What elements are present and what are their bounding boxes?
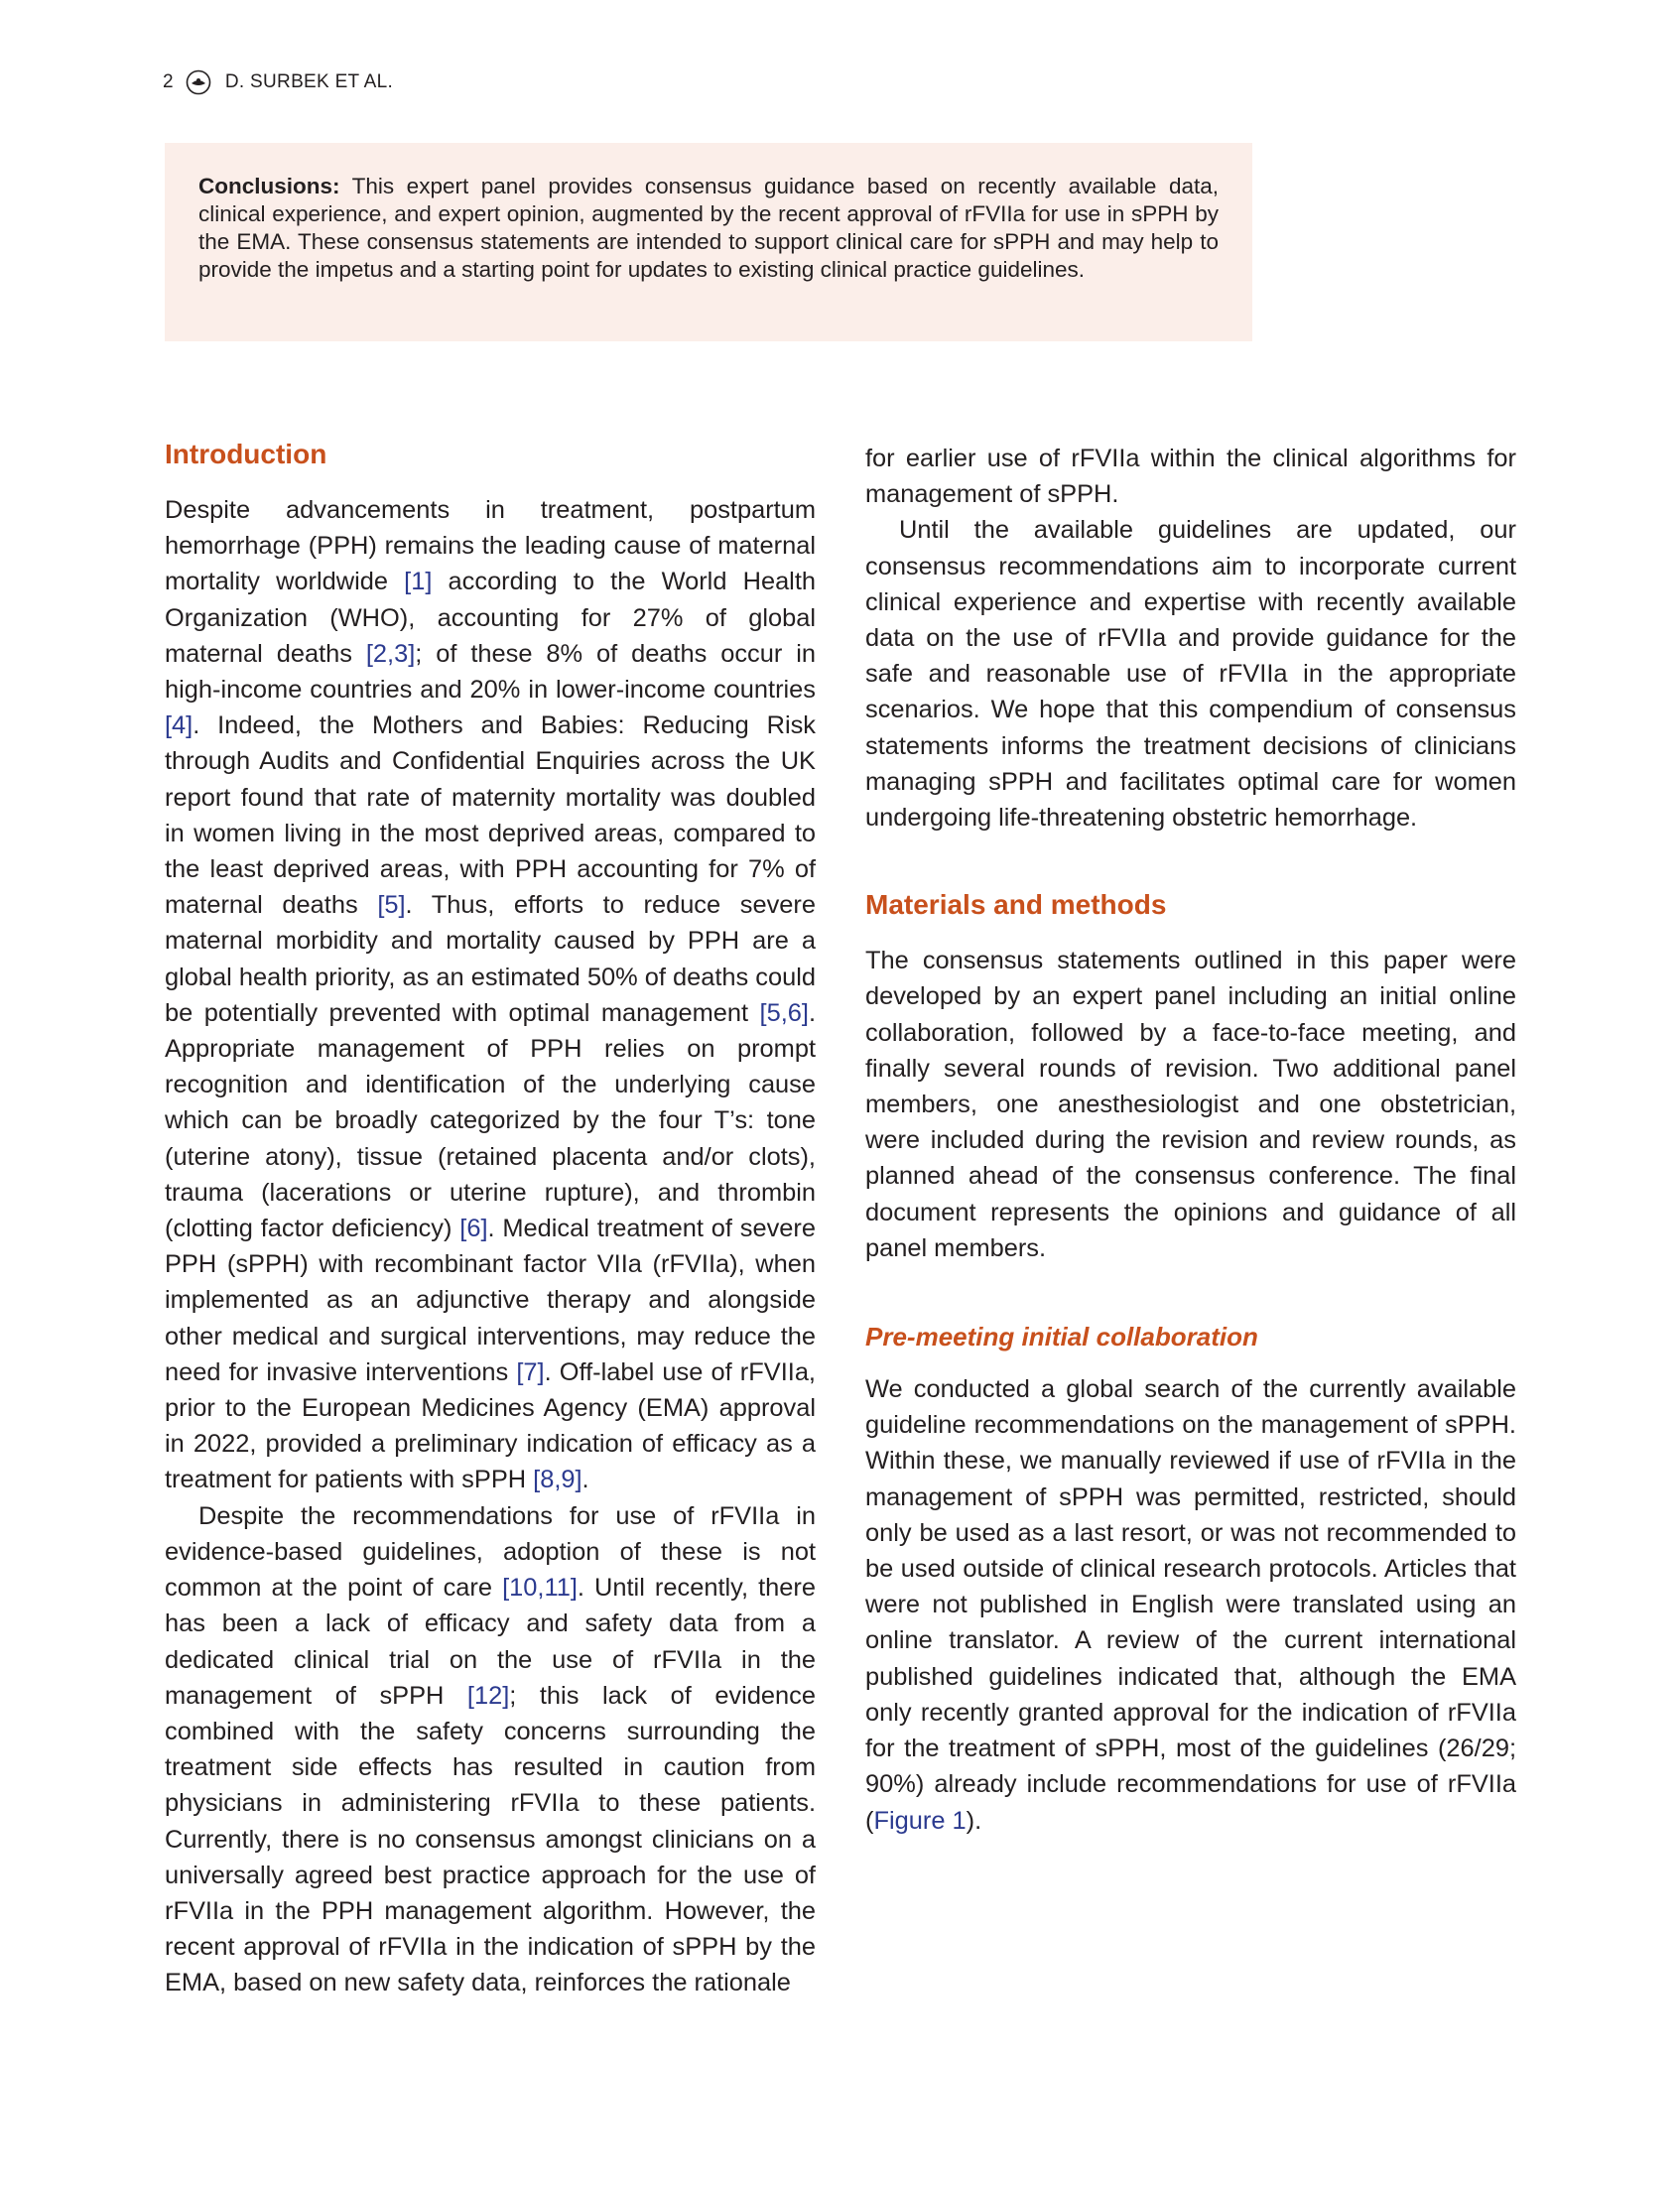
right-column bbox=[865, 441, 1516, 1839]
author-running-title: D. SURBEK ET AL. bbox=[224, 71, 394, 92]
methods-paragraph-2: We conducted a global search of the currently available guideline recommendations on the management of sPPH. Within these, we manually reviewed if use of rFVIIa in the management of sPPH was permitted, restricted, should only be used as a last resort, or was not recommended to be used outside of clinical research protocols. Articles that were not published in English were translated using an online translator. A review of the current international published guidelines indicated that, although the EMA only recently granted approval for the indication of rFVIIa for the treatment of sPPH, most of the guidelines (26/29; 90%) already include recommendations for use of rFVIIa (Figure 1). bbox=[865, 1375, 1516, 1835]
citation-link[interactable]: [10,11] bbox=[502, 1574, 578, 1603]
citation-link[interactable]: [1] bbox=[404, 568, 433, 596]
conclusions-label: Conclusions: bbox=[198, 174, 340, 198]
methods-paragraph-1: The consensus statements outlined in this paper were developed by an expert panel including an initial online collaboration, followed by a face-to-face meeting, and finally several rounds of revision. Two additional panel members, one anesthesiologist and one obstetrician, were included during the revision and review rounds, as planned ahead of the consensus conference. The final document represents the opinions and guidance of all panel members. bbox=[865, 947, 1516, 1262]
citation-link[interactable]: [8,9] bbox=[533, 1466, 582, 1494]
citation-link[interactable]: [7] bbox=[516, 1357, 545, 1386]
citation-link[interactable]: [12] bbox=[466, 1681, 510, 1710]
citation-link[interactable]: [4] bbox=[165, 711, 194, 740]
page-number: 2 bbox=[163, 71, 174, 92]
introduction-heading: Introduction bbox=[165, 439, 327, 469]
citation-link[interactable]: [5] bbox=[377, 891, 406, 920]
introduction-paragraph-2-continued: for earlier use of rFVIIa within the clinical algorithms for management of sPPH. bbox=[865, 445, 1516, 509]
running-head bbox=[163, 69, 393, 95]
conclusions-paragraph bbox=[198, 173, 1219, 284]
citation-link[interactable]: [6] bbox=[459, 1215, 488, 1243]
citation-link[interactable]: [5,6] bbox=[759, 998, 809, 1027]
introduction-paragraph-1: Despite advancements in treatment, postpartum hemorrhage (PPH) remains the leading cause of maternal mortality worldwide [1] according to the World Health Organization (WHO), accounting for 27% of global maternal deaths [2,3]; of these 8% of deaths occur in high-income countries and 20% in lower-income countries [4]. Indeed, the Mothers and Babies: Reducing Risk through Audits and Confidential Enquiries across the UK report found that rate of maternity mortality was doubled in women living in the most deprived areas, compared to the least deprived areas, with PPH accounting for 7% of maternal deaths [5]. Thus, efforts to reduce severe maternal morbidity and mortality caused by PPH are a global health priority, as an estimated 50% of deaths could be potentially prevented with optimal management [5,6]. Appropriate management of PPH relies on prompt recognition and identification of the underlying cause which can be broadly categorized by the four T’s: tone (uterine atony), tissue (retained placenta and/or clots), trauma (lacerations or uterine rupture), and thrombin (clotting factor deficiency) [6]. Medical treatment of severe PPH (sPPH) with recombinant factor VIIa (rFVIIa), when implemented as an adjunctive therapy and alongside other medical and surgical interventions, may reduce the need for invasive interventions [7]. Off-label use of rFVIIa, prior to the European Medicines Agency (EMA) approval in 2022, provided a preliminary indication of efficacy as a treatment for patients with sPPH [8,9]. bbox=[165, 496, 817, 1494]
left-column bbox=[165, 437, 816, 2001]
journal-logo-icon bbox=[186, 69, 211, 95]
introduction-paragraph-2: Despite the recommendations for use of rFVIIa in evidence-based guidelines, adoption of these is not common at the point of care [10,11]. Until recently, there has been a lack of efficacy and safety data from a dedicated clinical trial on the use of rFVIIa in the management of sPPH [12]; this lack of evidence combined with the safety concerns surrounding the treatment side effects has resulted in caution from physicians in administering rFVIIa to these patients. Currently, there is no consensus amongst clinicians on a universally agreed best practice approach for the use of rFVIIa in the PPH management algorithm. However, the recent approval of rFVIIa in the indication of sPPH by the EMA, based on new safety data, reinforces the rationale bbox=[165, 1501, 816, 1997]
pre-meeting-subheading: Pre-meeting initial collaboration bbox=[865, 1322, 1258, 1352]
figure-link[interactable]: Figure 1 bbox=[873, 1806, 967, 1835]
methods-heading: Materials and methods bbox=[865, 889, 1167, 921]
introduction-paragraph-3: Until the available guidelines are updated, our consensus recommendations aim to incorporate current clinical experience and expertise with recently available data on the use of rFVIIa and provide guidance for the safe and reasonable use of rFVIIa in the appropriate scenarios. We hope that this compendium of consensus statements informs the treatment decisions of clinicians managing sPPH and facilitates optimal care for women undergoing life-threatening obstetric hemorrhage. bbox=[865, 516, 1516, 833]
conclusions-box bbox=[165, 143, 1252, 341]
citation-link[interactable]: [2,3] bbox=[365, 639, 416, 668]
conclusions-text: This expert panel provides consensus guidance based on recently available data, clinical experience, and expert opinion, augmented by the recent approval of rFVIIa for use in sPPH by the EMA. These consensus statements are intended to support clinical care for sPPH and may help to provide the impetus and a starting point for updates to existing clinical practice guidelines. bbox=[198, 174, 1219, 282]
